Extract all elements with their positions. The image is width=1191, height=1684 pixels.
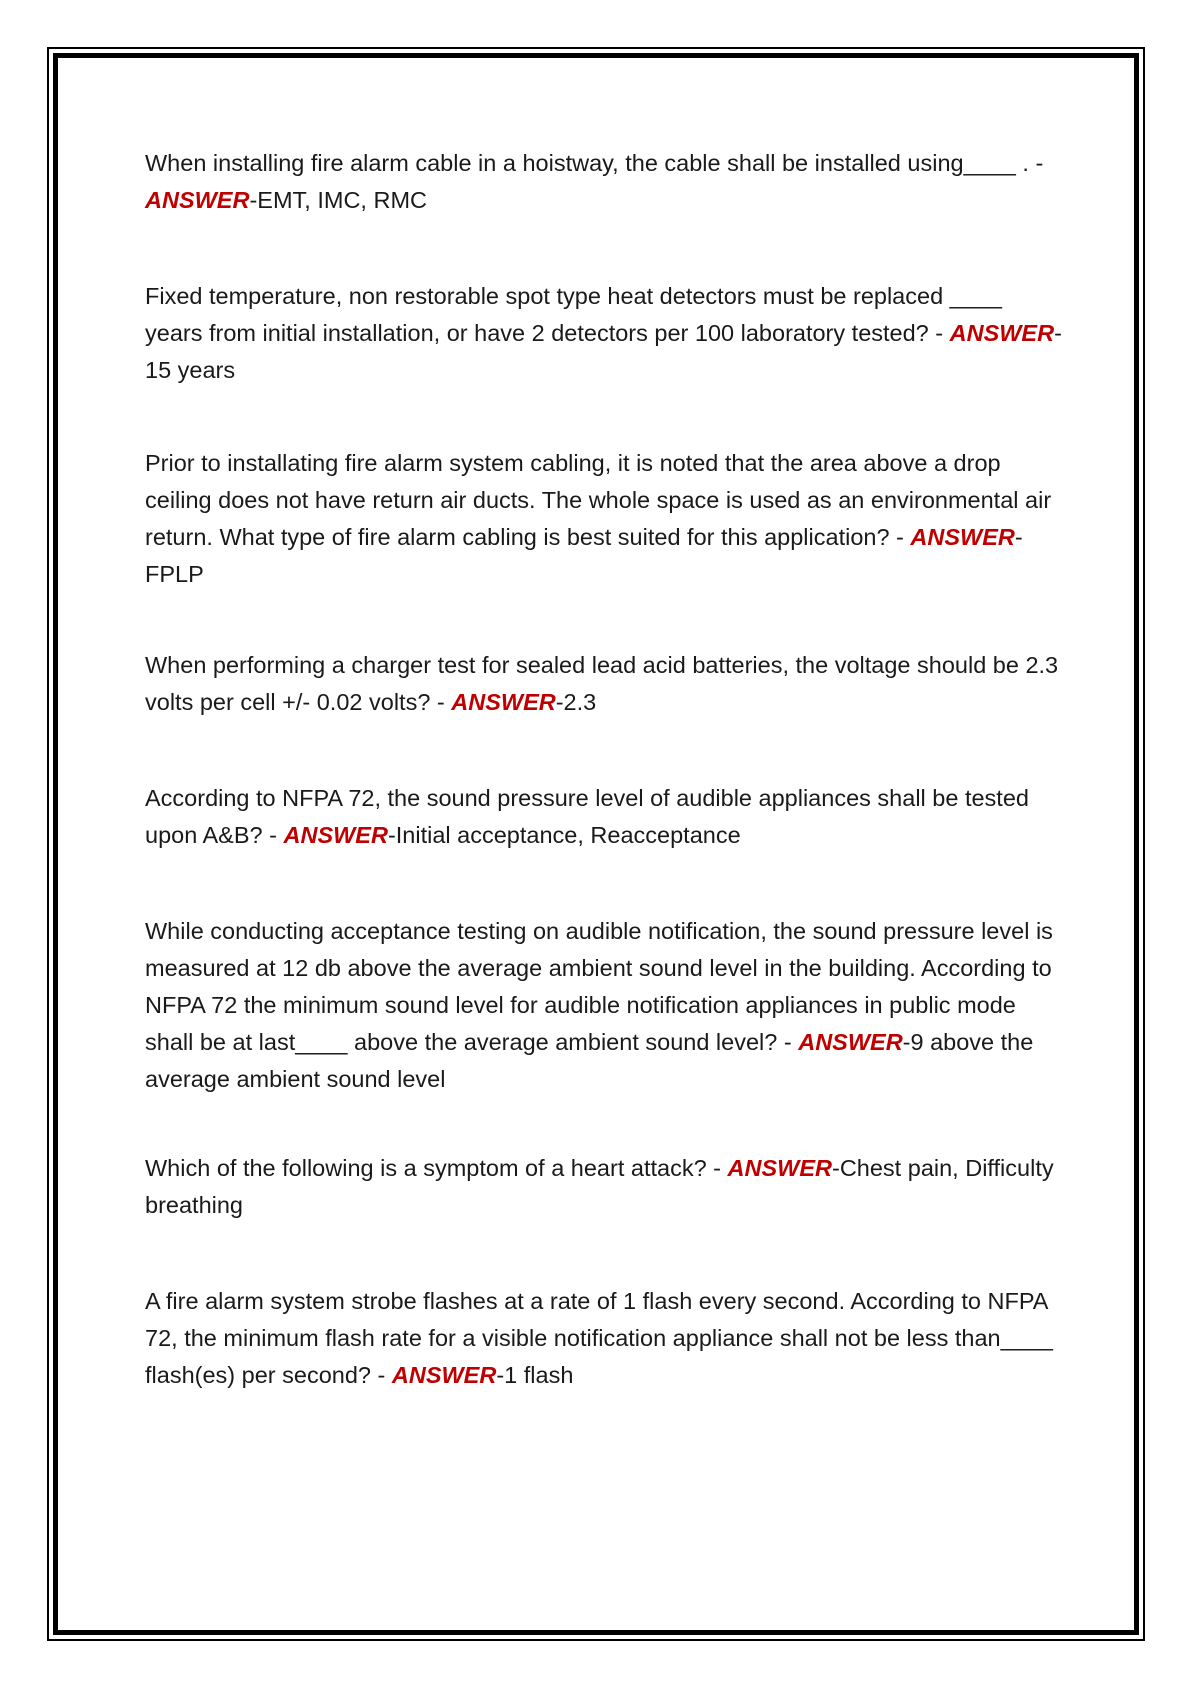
qa-item: [145, 913, 1065, 1098]
answer-text: -FPLP: [145, 524, 1023, 587]
answer-label: ANSWER: [798, 1029, 903, 1055]
answer-label: ANSWER: [391, 1362, 497, 1388]
answer-text: -Initial acceptance, Reacceptance: [387, 822, 741, 848]
answer-text: -1 flash: [496, 1362, 574, 1388]
answer-label: ANSWER: [727, 1155, 832, 1181]
qa-item: [145, 1150, 1065, 1224]
answer-label: ANSWER: [949, 320, 1055, 346]
question-text: When performing a charger test for sealed lead acid batteries, the voltage should be 2.3 volts per cell +/- 0.02 volts? -: [145, 652, 1059, 715]
qa-item: [145, 647, 1065, 721]
qa-item: [145, 780, 1065, 854]
question-text: Which of the following is a symptom of a heart attack? -: [145, 1155, 728, 1181]
answer-label: ANSWER: [910, 524, 1015, 550]
answer-text: -2.3: [555, 689, 597, 715]
answer-text: -EMT, IMC, RMC: [249, 187, 427, 213]
question-text: When installing fire alarm cable in a hoistway, the cable shall be installed using____ . -: [145, 150, 1044, 176]
answer-label: ANSWER: [145, 187, 250, 213]
qa-item: [145, 145, 1065, 219]
answer-text: -15 years: [145, 320, 1062, 383]
question-text: According to NFPA 72, the sound pressure level of audible appliances shall be tested upon A&B? -: [145, 785, 1029, 848]
qa-item: [145, 445, 1065, 593]
answer-text: -Chest pain, Difficulty breathing: [145, 1155, 1054, 1218]
answer-label: ANSWER: [283, 822, 388, 848]
question-text: Prior to installating fire alarm system cabling, it is noted that the area above a drop ceiling does not have return air ducts. The whole space is used as an environmental air return. What type of fire alarm cabling is best suited for this application? -: [145, 450, 1052, 550]
question-text: A fire alarm system strobe flashes at a rate of 1 flash every second. According to NFPA 72, the minimum flash rate for a visible notification appliance shall not be less than____ flash(es) per second? -: [145, 1288, 1053, 1388]
question-text: Fixed temperature, non restorable spot type heat detectors must be replaced ____ years from initial installation, or have 2 detectors per 100 laboratory tested? -: [145, 283, 1002, 346]
answer-label: ANSWER: [451, 689, 556, 715]
answer-text: -9 above the average ambient sound level: [145, 1029, 1034, 1092]
qa-item: [145, 1283, 1065, 1394]
qa-item: [145, 278, 1065, 389]
question-text: While conducting acceptance testing on audible notification, the sound pressure level is measured at 12 db above the average ambient sound level in the building. According to NFPA 72 the minimum sound level for audible notification appliances in public mode shall be at last____ above the average ambient sound level? -: [145, 918, 1053, 1055]
